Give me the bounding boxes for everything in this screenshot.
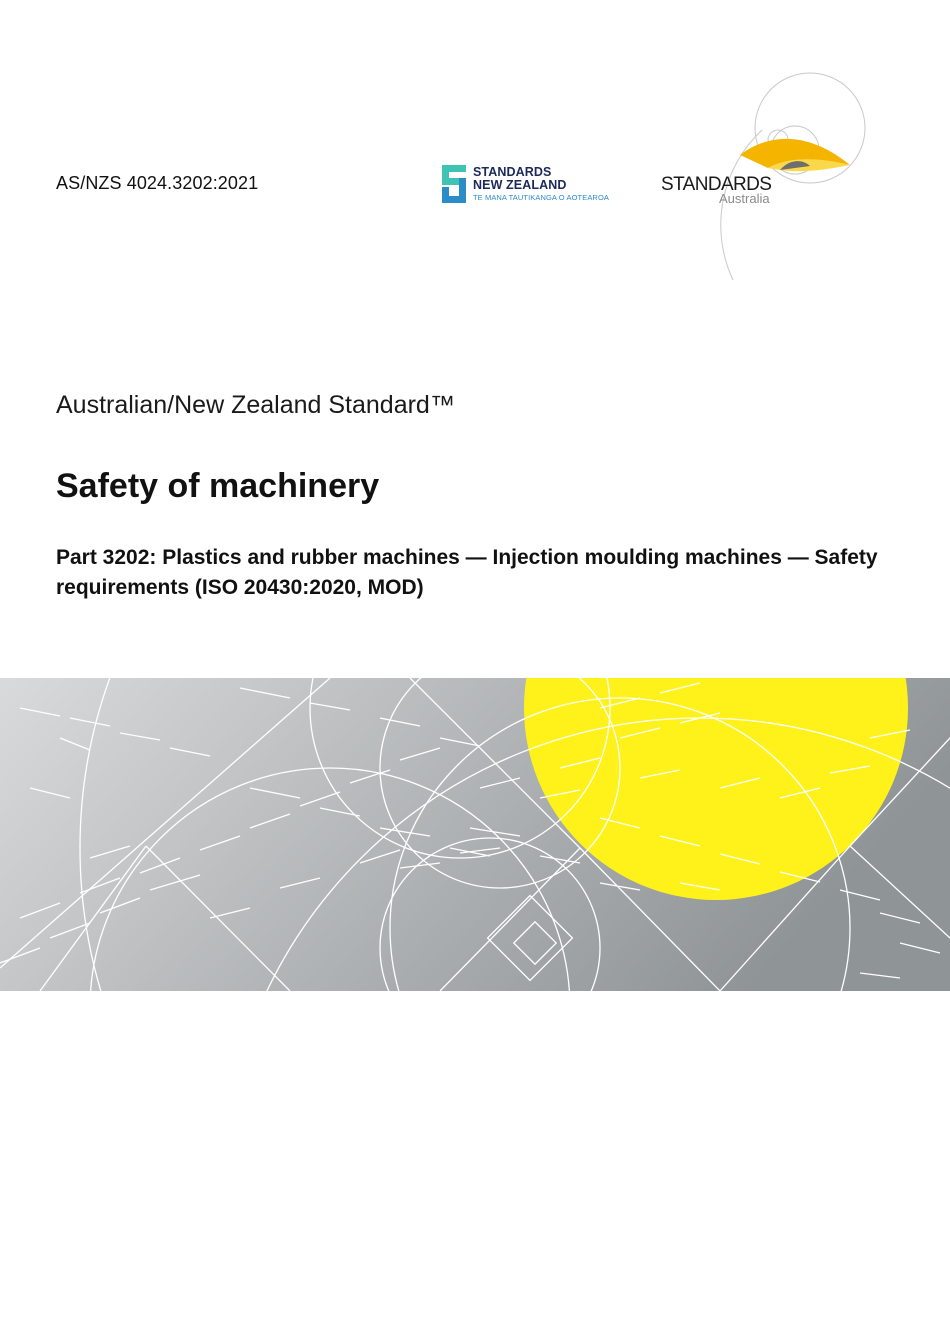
standards-australia-logo [650, 70, 880, 285]
nz-logo-line1: STANDARDS [473, 165, 552, 179]
cover-banner [0, 678, 950, 991]
nz-logo-line2: NEW ZEALAND [473, 178, 567, 192]
standards-new-zealand-logo [442, 165, 642, 207]
document-subtitle: Part 3202: Plastics and rubber machines — Injection moulding machines — Safety requirements (ISO 20430:2020, MOD) [56, 546, 878, 599]
australia-logo-sub: Australia [719, 191, 770, 206]
document-title: Safety of machinery [56, 467, 380, 505]
document-number: AS/NZS 4024.3202:2021 [56, 173, 259, 193]
nz-logo-line3: TE MANA TAUTIKANGA O AOTEAROA [473, 193, 609, 202]
standard-type: Australian/New Zealand Standard™ [56, 391, 455, 419]
cover-banner-graphic [0, 678, 950, 991]
australia-logo-word: STANDARDS [661, 174, 772, 195]
standards-nz-mark-icon [442, 165, 466, 203]
